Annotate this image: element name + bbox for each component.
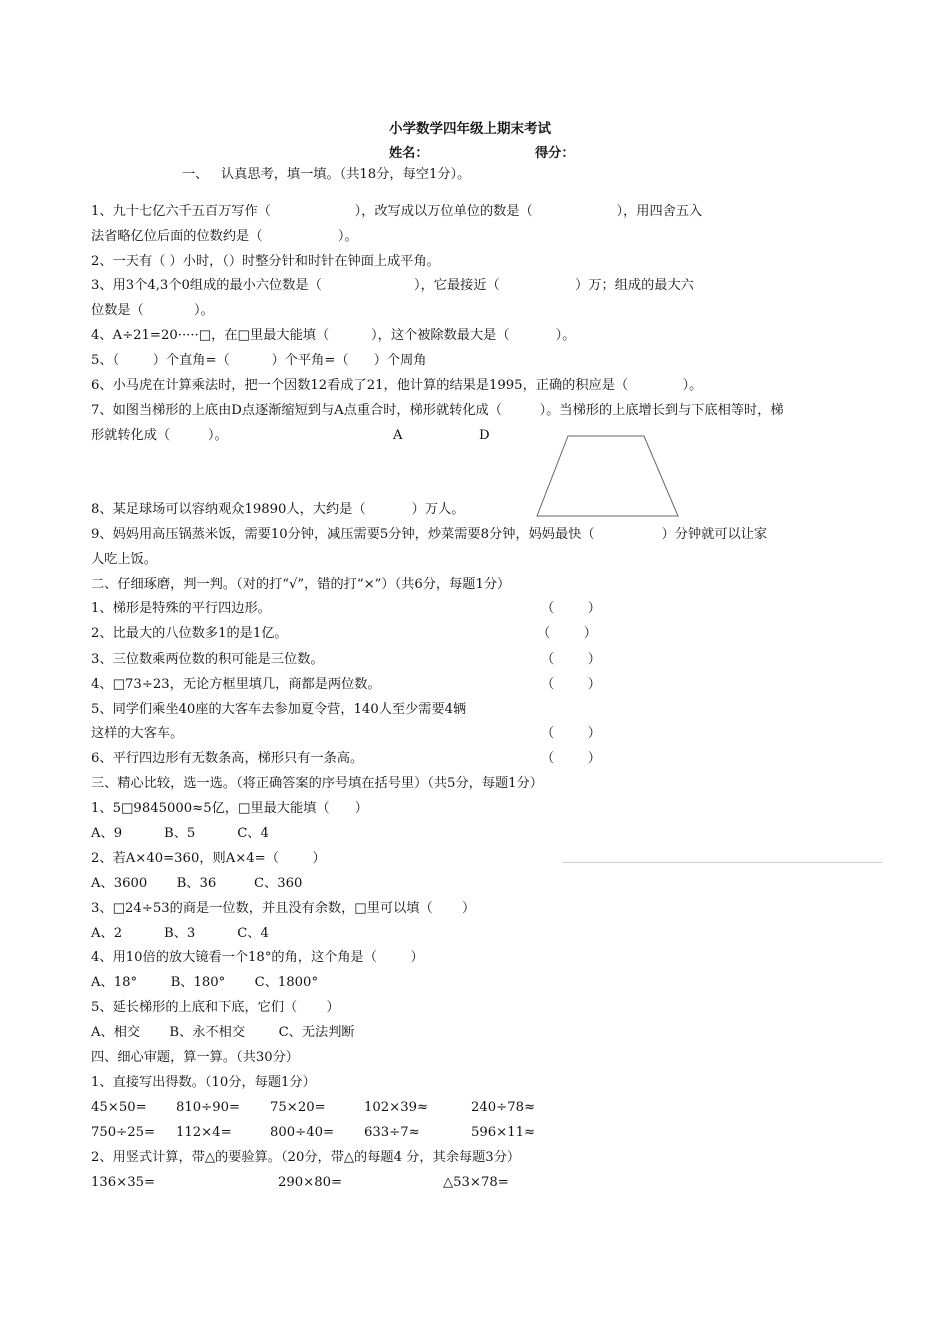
- s2-item-1-blank: （ ）: [541, 601, 601, 616]
- page-title: 小学数学四年级上期末考试: [389, 121, 551, 137]
- s1-q2: 2、一天有（ ）小时，（）时整分针和时针在钟面上成平角。: [91, 254, 440, 269]
- score-label: 得分：: [535, 146, 575, 161]
- s3-q4: 4、用10倍的放大镜看一个18°的角，这个角是（ ）: [91, 950, 424, 965]
- s3-q3-options: A、2 B、3 C、4: [91, 926, 269, 941]
- s3-q3: 3、□24÷53的商是一位数，并且没有余数，□里可以填（ ）: [91, 901, 476, 916]
- calc-item: 750÷25=: [91, 1125, 156, 1140]
- point-d-label: D: [479, 428, 490, 443]
- vertical-calc-item: △53×78=: [443, 1175, 509, 1190]
- point-a-label: A: [393, 428, 403, 443]
- calc-item: 102×39≈: [364, 1100, 429, 1115]
- calc-item: 112×4=: [176, 1125, 232, 1140]
- section2-heading: 二、仔细琢磨，判一判。（对的打“√”，错的打“×”）（共6分，每题1分）: [91, 577, 511, 592]
- calc-item: 633÷7≈: [364, 1125, 420, 1140]
- section1-heading: 一、 认真思考，填一填。（共18分，每空1分）。: [182, 167, 471, 182]
- calc-item: 810÷90=: [176, 1100, 241, 1115]
- calc-item: 45×50=: [91, 1100, 147, 1115]
- s1-q1-line1: 1、九十七亿六千五百万写作（ ），改写成以万位单位的数是（ ），用四舍五入: [91, 204, 703, 219]
- trapezoid-figure: [532, 430, 682, 520]
- s1-q7-line1: 7、如图当梯形的上底由D点逐渐缩短到与A点重合时，梯形就转化成（ ）。当梯形的上底增长到与下底相等时，梯: [91, 403, 784, 418]
- name-label: 姓名：: [389, 146, 429, 161]
- s4-sub1: 1、直接写出得数。（10分，每题1分）: [91, 1075, 316, 1090]
- calc-item: 596×11≈: [471, 1125, 536, 1140]
- s2-item-4-blank: （ ）: [541, 677, 601, 692]
- s1-q1-line2: 法省略亿位后面的位数约是（ ）。: [91, 229, 358, 244]
- s3-q5-options: A、相交 B、永不相交 C、无法判断: [91, 1025, 355, 1040]
- calc-item: 240÷78≈: [471, 1100, 536, 1115]
- calc-item: 800÷40=: [270, 1125, 335, 1140]
- s3-q2-options: A、3600 B、36 C、360: [91, 876, 303, 891]
- s2-item-3-blank: （ ）: [541, 652, 601, 667]
- s1-q6: 6、小马虎在计算乘法时，把一个因数12看成了21，他计算的结果是1995，正确的积应是（ ）。: [91, 378, 703, 393]
- s4-sub2: 2、用竖式计算，带△的要验算。（20分，带△的每题4 分，其余每题3分）: [91, 1150, 521, 1165]
- s2-item-1: 1、梯形是特殊的平行四边形。: [91, 601, 271, 616]
- s3-q1: 1、5□9845000≈5亿，□里最大能填（ ）: [91, 801, 368, 816]
- s1-q7-line2: 形就转化成（ ）。: [91, 428, 228, 443]
- section4-heading: 四、细心审题，算一算。（共30分）: [91, 1050, 299, 1065]
- divider-line: [562, 862, 882, 863]
- s2-item-4: 4、□73÷23，无论方框里填几，商都是两位数。: [91, 677, 381, 692]
- s1-q8: 8、某足球场可以容纳观众19890人，大约是（ ）万人。: [91, 502, 465, 517]
- s2-item-6: 6、平行四边形有无数条高，梯形只有一条高。: [91, 751, 364, 766]
- vertical-calc-item: 290×80=: [278, 1175, 343, 1190]
- s2-item-6-blank: （ ）: [541, 751, 601, 766]
- s1-q3-line1: 3、用3个4,3个0组成的最小六位数是（ ），它最接近（ ）万；组成的最大六: [91, 278, 694, 293]
- s1-q4: 4、A÷21=20·····□，在□里最大能填（ ），这个被除数最大是（ ）。: [91, 328, 576, 343]
- s2-item-5-blank: （ ）: [541, 726, 601, 741]
- calc-item: 75×20=: [270, 1100, 326, 1115]
- s1-q9-line2: 人吃上饭。: [91, 552, 157, 567]
- s1-q9-line1: 9、妈妈用高压锅蒸米饭，需要10分钟，减压需要5分钟，炒菜需要8分钟，妈妈最快（ ）分钟就可以让家: [91, 527, 768, 542]
- s2-item-5-line2: 这样的大客车。: [91, 726, 184, 741]
- s1-q3-line2: 位数是（ ）。: [91, 303, 214, 318]
- section3-heading: 三、精心比较，选一选。（将正确答案的序号填在括号里）（共5分，每题1分）: [91, 776, 543, 791]
- vertical-calc-item: 136×35=: [91, 1175, 156, 1190]
- s3-q1-options: A、9 B、5 C、4: [91, 826, 269, 841]
- s2-item-5-line1: 5、同学们乘坐40座的大客车去参加夏令营，140人至少需要4辆: [91, 702, 467, 717]
- s3-q4-options: A、18° B、180° C、1800°: [91, 975, 319, 990]
- s3-q5: 5、延长梯形的上底和下底，它们（ ）: [91, 1000, 340, 1015]
- s2-item-2-blank: （ ）: [537, 626, 597, 641]
- s1-q5: 5、（ ）个直角=（ ）个平角=（ ）个周角: [91, 353, 427, 368]
- s3-q2: 2、若A×40=360，则A×4=（ ）: [91, 851, 326, 866]
- s2-item-3: 3、三位数乘两位数的积可能是三位数。: [91, 652, 324, 667]
- s2-item-2: 2、比最大的八位数多1的是1亿。: [91, 626, 288, 641]
